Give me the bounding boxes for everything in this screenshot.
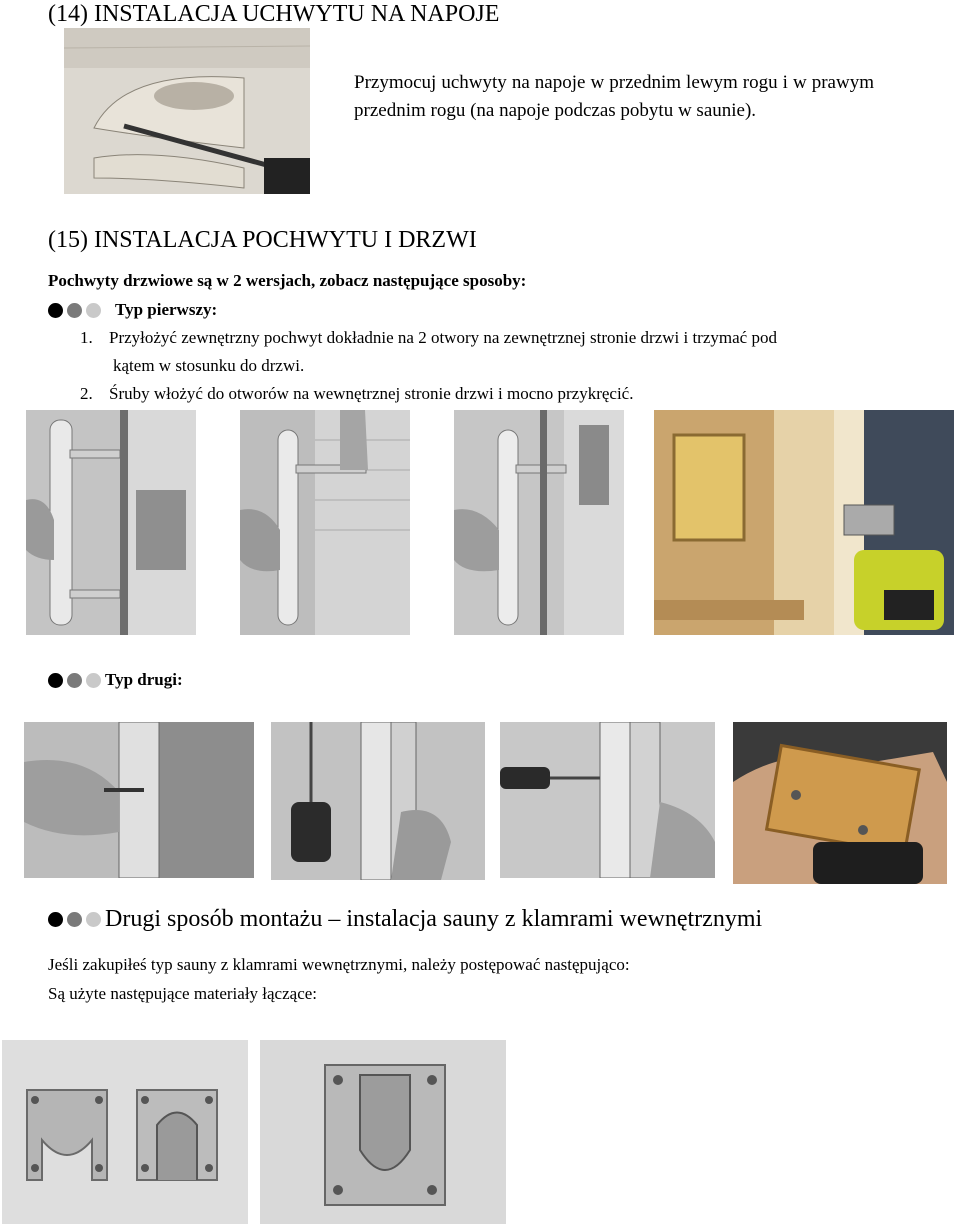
type2-photo-3 xyxy=(500,722,715,878)
method2-heading: Drugi sposób montażu – instalacja sauny z klamrami wewnętrznymi xyxy=(105,906,763,932)
bullet-dots-icon xyxy=(48,303,101,318)
step1-line1: Przyłożyć zewnętrzny pochwyt dokładnie na 2 otwory na zewnętrznej stronie drzwi i trzymać pod xyxy=(109,328,777,347)
step2 xyxy=(80,384,633,404)
section-15-heading: (15) INSTALACJA POCHWYTU I DRZWI xyxy=(48,227,477,253)
step2-number: 2. xyxy=(80,384,93,403)
drill-door-photo xyxy=(654,410,954,635)
brackets-photo-1 xyxy=(2,1040,248,1224)
method2-heading-row xyxy=(48,906,762,933)
section-14-heading: (14) INSTALACJA UCHWYTU NA NAPOJE xyxy=(48,1,500,27)
handle-photo-3 xyxy=(454,410,624,635)
section-14-text: Przymocuj uchwyty na napoje w przednim lewym rogu i w prawym przednim rogu (na napoje podczas pobytu w saunie). xyxy=(354,72,874,121)
brackets-photo-2 xyxy=(260,1040,506,1224)
type1-row xyxy=(48,300,217,320)
type2-label: Typ drugi: xyxy=(105,670,183,689)
type1-label: Typ pierwszy: xyxy=(115,300,218,319)
type2-photo-2 xyxy=(271,722,485,880)
handle-photo-2 xyxy=(240,410,410,635)
step2-text: Śruby włożyć do otworów na wewnętrznej stronie drzwi i mocno przykręcić. xyxy=(109,384,634,403)
step1 xyxy=(80,328,777,348)
method2-line1: Jeśli zakupiłeś typ sauny z klamrami wewnętrznymi, należy postępować następująco: xyxy=(48,955,630,974)
handle-intro: Pochwyty drzwiowe są w 2 wersjach, zobacz następujące sposoby: xyxy=(48,271,527,290)
method2-line2: Są użyte następujące materiały łączące: xyxy=(48,984,318,1003)
bullet-dots-icon xyxy=(48,912,101,927)
bullet-dots-icon xyxy=(48,673,101,688)
step1-number: 1. xyxy=(80,328,93,347)
handle-photo-1 xyxy=(26,410,196,635)
drink-holder-photo xyxy=(64,28,310,194)
type2-photo-4 xyxy=(733,722,947,884)
type2-row xyxy=(48,670,183,690)
step1-line2: kątem w stosunku do drzwi. xyxy=(113,356,305,375)
type2-photo-1 xyxy=(24,722,254,878)
